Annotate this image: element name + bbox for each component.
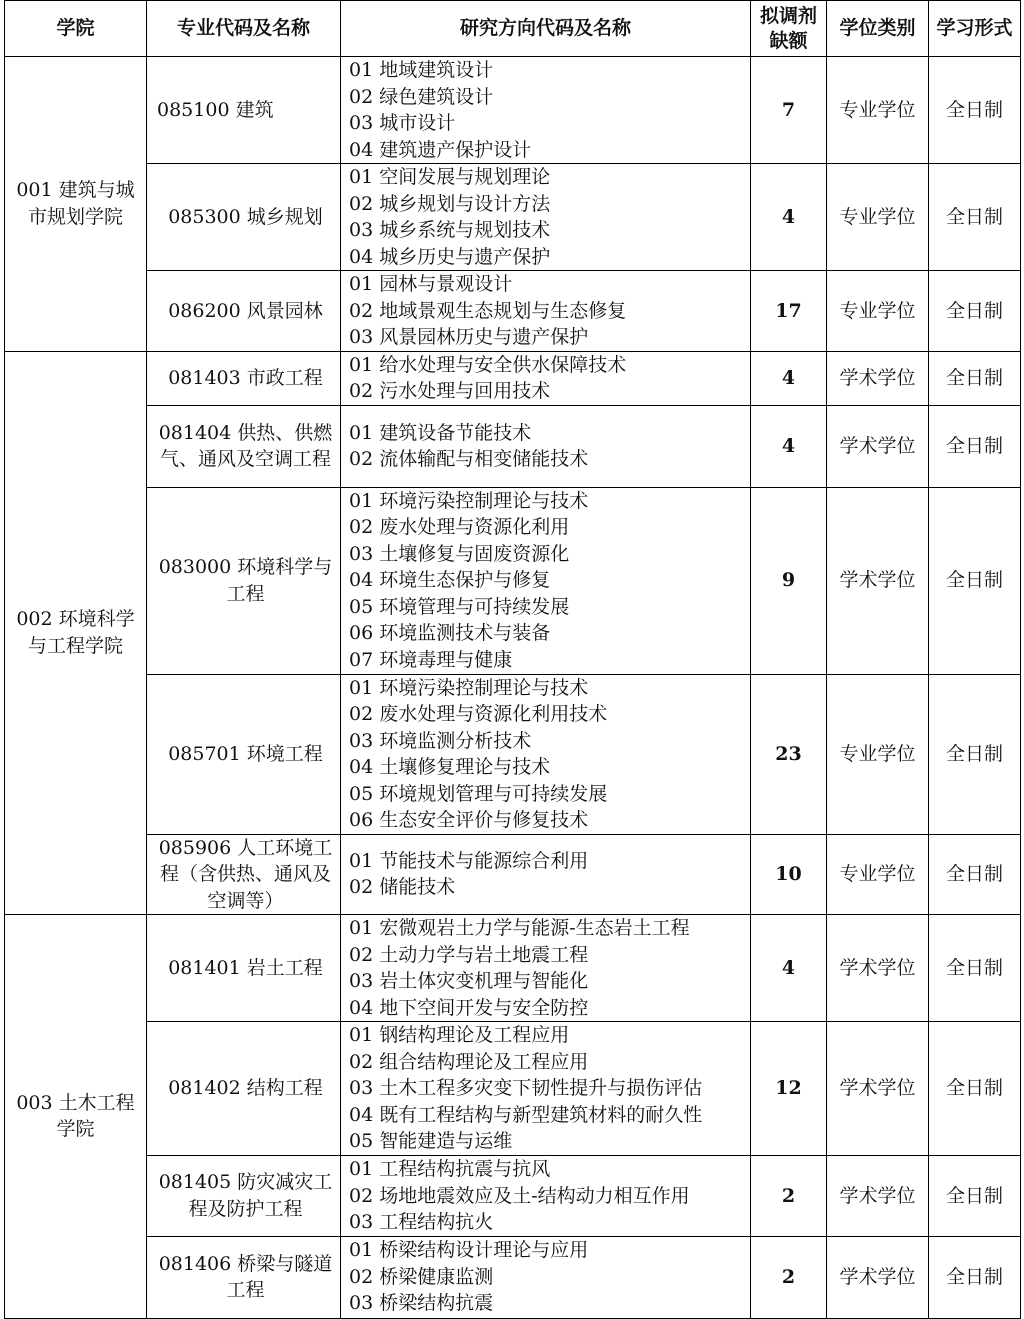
header-major: 专业代码及名称 bbox=[147, 1, 341, 57]
direction-item: 01 钢结构理论及工程应用 bbox=[349, 1024, 570, 1047]
study-mode: 全日制 bbox=[929, 674, 1021, 834]
research-directions bbox=[341, 487, 751, 674]
direction-item: 03 土壤修复与固废资源化 bbox=[349, 542, 570, 565]
degree-type: 专业学位 bbox=[827, 674, 929, 834]
research-directions bbox=[341, 164, 751, 271]
header-study-mode: 学习形式 bbox=[929, 1, 1021, 57]
header-college: 学院 bbox=[5, 1, 147, 57]
study-mode: 全日制 bbox=[929, 57, 1021, 164]
quota-value: 2 bbox=[751, 1236, 827, 1318]
degree-type: 学术学位 bbox=[827, 487, 929, 674]
table-row bbox=[5, 1156, 1021, 1237]
degree-type: 专业学位 bbox=[827, 834, 929, 915]
direction-item: 01 环境污染控制理论与技术 bbox=[349, 676, 589, 699]
study-mode: 全日制 bbox=[929, 1156, 1021, 1237]
quota-value: 4 bbox=[751, 164, 827, 271]
study-mode: 全日制 bbox=[929, 271, 1021, 352]
direction-item: 04 地下空间开发与安全防控 bbox=[349, 996, 589, 1019]
direction-item: 01 工程结构抗震与抗风 bbox=[349, 1158, 551, 1180]
major-name: 085701 环境工程 bbox=[147, 674, 341, 834]
degree-type: 学术学位 bbox=[827, 1156, 929, 1237]
table-row bbox=[5, 164, 1021, 271]
direction-item: 06 生态安全评价与修复技术 bbox=[349, 809, 589, 831]
research-directions bbox=[341, 834, 751, 915]
header-quota: 拟调剂缺额 bbox=[751, 1, 827, 57]
major-name: 085300 城乡规划 bbox=[147, 164, 341, 271]
major-name: 081404 供热、供燃气、通风及空调工程 bbox=[147, 405, 341, 487]
quota-value: 7 bbox=[751, 57, 827, 164]
major-name: 081403 市政工程 bbox=[147, 351, 341, 405]
direction-item: 01 给水处理与安全供水保障技术 bbox=[349, 353, 627, 376]
major-name: 081402 结构工程 bbox=[147, 1022, 341, 1156]
direction-item: 04 土壤修复理论与技术 bbox=[349, 756, 551, 778]
direction-item: 03 工程结构抗火 bbox=[349, 1211, 494, 1233]
major-name: 081401 岩土工程 bbox=[147, 915, 341, 1022]
direction-item: 01 宏微观岩土力学与能源-生态岩土工程 bbox=[349, 917, 690, 939]
direction-item: 02 流体输配与相变储能技术 bbox=[349, 448, 589, 470]
table-row bbox=[5, 915, 1021, 1022]
research-directions bbox=[341, 674, 751, 834]
major-name: 081406 桥梁与隧道工程 bbox=[147, 1236, 341, 1318]
degree-type: 专业学位 bbox=[827, 271, 929, 352]
direction-item: 03 土木工程多灾变下韧性提升与损伤评估 bbox=[349, 1077, 703, 1100]
direction-item: 04 建筑遗产保护设计 bbox=[349, 138, 532, 161]
direction-item: 01 空间发展与规划理论 bbox=[349, 166, 551, 188]
direction-item: 05 智能建造与运维 bbox=[349, 1130, 513, 1153]
college-name: 003 土木工程学院 bbox=[5, 915, 147, 1319]
research-directions bbox=[341, 1156, 751, 1237]
major-name: 083000 环境科学与工程 bbox=[147, 487, 341, 674]
degree-type: 学术学位 bbox=[827, 351, 929, 405]
table-body bbox=[5, 57, 1021, 1319]
header-degree-type: 学位类别 bbox=[827, 1, 929, 57]
study-mode: 全日制 bbox=[929, 1236, 1021, 1318]
quota-value: 23 bbox=[751, 674, 827, 834]
degree-type: 专业学位 bbox=[827, 57, 929, 164]
direction-item: 05 环境规划管理与可持续发展 bbox=[349, 782, 608, 805]
direction-item: 01 建筑设备节能技术 bbox=[349, 421, 532, 444]
table-row bbox=[5, 405, 1021, 487]
table-row bbox=[5, 674, 1021, 834]
direction-item: 02 废水处理与资源化利用 bbox=[349, 516, 570, 539]
research-directions bbox=[341, 1236, 751, 1318]
table-row bbox=[5, 271, 1021, 352]
degree-type: 专业学位 bbox=[827, 164, 929, 271]
direction-item: 04 环境生态保护与修复 bbox=[349, 569, 551, 592]
direction-item: 06 环境监测技术与装备 bbox=[349, 622, 551, 645]
study-mode: 全日制 bbox=[929, 351, 1021, 405]
major-name: 085906 人工环境工程（含供热、通风及空调等） bbox=[147, 834, 341, 915]
major-name: 081405 防灾减灾工程及防护工程 bbox=[147, 1156, 341, 1237]
research-directions bbox=[341, 271, 751, 352]
study-mode: 全日制 bbox=[929, 834, 1021, 915]
table-row bbox=[5, 1236, 1021, 1318]
quota-value: 10 bbox=[751, 834, 827, 915]
major-name: 085100 建筑 bbox=[147, 57, 341, 164]
research-directions bbox=[341, 915, 751, 1022]
table-row bbox=[5, 57, 1021, 164]
direction-item: 03 环境监测分析技术 bbox=[349, 729, 532, 752]
direction-item: 01 节能技术与能源综合利用 bbox=[349, 849, 589, 872]
degree-type: 学术学位 bbox=[827, 405, 929, 487]
direction-item: 04 既有工程结构与新型建筑材料的耐久性 bbox=[349, 1103, 703, 1126]
direction-item: 03 桥梁结构抗震 bbox=[349, 1292, 494, 1315]
direction-item: 05 环境管理与可持续发展 bbox=[349, 595, 570, 618]
quota-value: 4 bbox=[751, 405, 827, 487]
research-directions bbox=[341, 1022, 751, 1156]
quota-value: 4 bbox=[751, 915, 827, 1022]
header-direction: 研究方向代码及名称 bbox=[341, 1, 751, 57]
direction-item: 03 城市设计 bbox=[349, 112, 456, 134]
quota-value: 4 bbox=[751, 351, 827, 405]
direction-item: 01 园林与景观设计 bbox=[349, 273, 513, 295]
direction-item: 02 废水处理与资源化利用技术 bbox=[349, 703, 608, 725]
quota-value: 12 bbox=[751, 1022, 827, 1156]
quota-value: 9 bbox=[751, 487, 827, 674]
table-row bbox=[5, 351, 1021, 405]
direction-item: 02 场地地震效应及土-结构动力相互作用 bbox=[349, 1184, 690, 1207]
direction-item: 02 储能技术 bbox=[349, 876, 456, 899]
table-row bbox=[5, 834, 1021, 915]
college-name: 002 环境科学与工程学院 bbox=[5, 351, 147, 915]
table-row bbox=[5, 487, 1021, 674]
degree-type: 学术学位 bbox=[827, 1022, 929, 1156]
quota-value: 2 bbox=[751, 1156, 827, 1237]
table-row bbox=[5, 1022, 1021, 1156]
research-directions bbox=[341, 351, 751, 405]
direction-item: 02 绿色建筑设计 bbox=[349, 85, 494, 108]
adjustment-quota-table bbox=[4, 0, 1021, 1319]
research-directions bbox=[341, 57, 751, 164]
degree-type: 学术学位 bbox=[827, 1236, 929, 1318]
study-mode: 全日制 bbox=[929, 915, 1021, 1022]
direction-item: 04 城乡历史与遗产保护 bbox=[349, 245, 551, 268]
direction-item: 02 组合结构理论及工程应用 bbox=[349, 1050, 589, 1073]
direction-item: 02 土动力学与岩土地震工程 bbox=[349, 943, 589, 966]
study-mode: 全日制 bbox=[929, 1022, 1021, 1156]
study-mode: 全日制 bbox=[929, 164, 1021, 271]
direction-item: 03 岩土体灾变机理与智能化 bbox=[349, 970, 589, 992]
direction-item: 02 污水处理与回用技术 bbox=[349, 380, 551, 402]
direction-item: 02 桥梁健康监测 bbox=[349, 1265, 494, 1288]
direction-item: 03 风景园林历史与遗产保护 bbox=[349, 326, 589, 348]
direction-item: 07 环境毒理与健康 bbox=[349, 648, 513, 671]
research-directions bbox=[341, 405, 751, 487]
study-mode: 全日制 bbox=[929, 405, 1021, 487]
direction-item: 01 环境污染控制理论与技术 bbox=[349, 489, 589, 512]
direction-item: 01 地域建筑设计 bbox=[349, 59, 494, 81]
direction-item: 01 桥梁结构设计理论与应用 bbox=[349, 1239, 589, 1262]
quota-value: 17 bbox=[751, 271, 827, 352]
major-name: 086200 风景园林 bbox=[147, 271, 341, 352]
college-name: 001 建筑与城市规划学院 bbox=[5, 57, 147, 352]
header-row bbox=[5, 1, 1021, 57]
direction-item: 02 城乡规划与设计方法 bbox=[349, 192, 551, 215]
study-mode: 全日制 bbox=[929, 487, 1021, 674]
degree-type: 学术学位 bbox=[827, 915, 929, 1022]
direction-item: 02 地域景观生态规划与生态修复 bbox=[349, 299, 627, 322]
direction-item: 03 城乡系统与规划技术 bbox=[349, 219, 551, 241]
